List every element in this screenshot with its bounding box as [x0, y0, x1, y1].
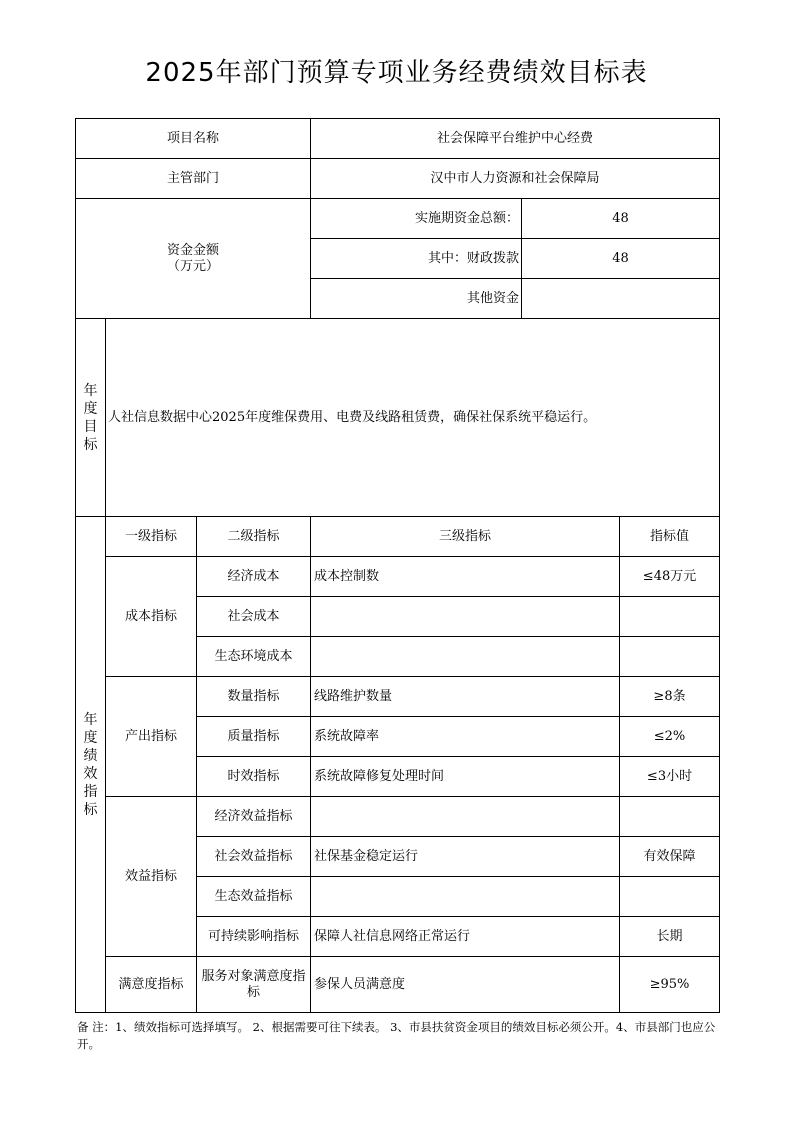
- value-cell: [620, 637, 720, 677]
- funds-total-label: 实施期资金总额：: [311, 199, 522, 239]
- funds-fiscal-value: 48: [522, 239, 720, 279]
- funds-total-value: 48: [522, 199, 720, 239]
- level2-cell: 数量指标: [197, 677, 311, 717]
- level3-cell: [311, 597, 620, 637]
- indicators-label: 年度绩效指标: [83, 711, 98, 818]
- level3-cell: 社保基金稳定运行: [311, 837, 620, 877]
- level2-cell: 经济成本: [197, 557, 311, 597]
- department-value: 汉中市人力资源和社会保障局: [311, 159, 720, 199]
- value-cell: ≤48万元: [620, 557, 720, 597]
- level3-cell: [311, 797, 620, 837]
- page-title: 2025年部门预算专项业务经费绩效目标表: [145, 58, 648, 88]
- funds-unit: （万元）: [166, 258, 219, 274]
- level2-cell: 质量指标: [197, 717, 311, 757]
- funds-total-row: [76, 199, 720, 239]
- level3-cell: [311, 877, 620, 917]
- level3-cell: 参保人员满意度: [311, 957, 620, 1013]
- department-label: 主管部门: [76, 159, 311, 199]
- header-value: 指标值: [620, 517, 720, 557]
- level3-cell: 线路维护数量: [311, 677, 620, 717]
- funds-other-label: 其他资金: [311, 279, 522, 319]
- level2-cell: 生态环境成本: [197, 637, 311, 677]
- level3-cell: [311, 637, 620, 677]
- value-cell: [620, 597, 720, 637]
- level3-cell: 保障人社信息网络正常运行: [311, 917, 620, 957]
- table-row: [76, 677, 720, 717]
- value-cell: ≥8条: [620, 677, 720, 717]
- header-level2: 二级指标: [197, 517, 311, 557]
- project-name-value: 社会保障平台维护中心经费: [311, 119, 720, 159]
- performance-table: [75, 118, 720, 1013]
- level2-cell: 可持续影响指标: [197, 917, 311, 957]
- project-name-row: [76, 119, 720, 159]
- funds-other-value: [522, 279, 720, 319]
- output-indicator-label: 产出指标: [106, 677, 197, 797]
- funds-fiscal-label: 其中：财政拨款: [311, 239, 522, 279]
- department-row: [76, 159, 720, 199]
- level2-cell: 社会成本: [197, 597, 311, 637]
- level3-cell: 系统故障率: [311, 717, 620, 757]
- benefit-indicator-label: 效益指标: [106, 797, 197, 957]
- value-cell: [620, 797, 720, 837]
- indicators-label-cell: [76, 517, 106, 1013]
- project-name-label: 项目名称: [76, 119, 311, 159]
- funds-label: 资金金额: [166, 242, 219, 258]
- value-cell: [620, 877, 720, 917]
- level2-cell: 时效指标: [197, 757, 311, 797]
- annual-goal-label-cell: [76, 319, 106, 517]
- level2-cell: 服务对象满意度指标: [197, 957, 311, 1013]
- annual-goal-label: 年度目标: [83, 382, 98, 453]
- level2-cell: 经济效益指标: [197, 797, 311, 837]
- annual-goal-row: [76, 319, 720, 517]
- funds-label-cell: [76, 199, 311, 319]
- header-level1: 一级指标: [106, 517, 197, 557]
- footnote: 备 注：1、绩效指标可选择填写。 2、根据需要可往下续表。 3、市县扶贫资金项目的绩效目标必须公开。4、市县部门也应公开。: [77, 1020, 716, 1051]
- header-level3: 三级指标: [311, 517, 620, 557]
- table-row: [76, 957, 720, 1013]
- value-cell: 有效保障: [620, 837, 720, 877]
- value-cell: ≤3小时: [620, 757, 720, 797]
- level2-cell: 生态效益指标: [197, 877, 311, 917]
- value-cell: ≥95%: [620, 957, 720, 1013]
- satisfaction-indicator-label: 满意度指标: [106, 957, 197, 1013]
- level3-cell: 系统故障修复处理时间: [311, 757, 620, 797]
- level3-cell: 成本控制数: [311, 557, 620, 597]
- value-cell: ≤2%: [620, 717, 720, 757]
- annual-goal-text: 人社信息数据中心2025年度维保费用、电费及线路租赁费，确保社保系统平稳运行。: [106, 319, 720, 517]
- cost-indicator-label: 成本指标: [106, 557, 197, 677]
- table-row: [76, 797, 720, 837]
- table-row: [76, 557, 720, 597]
- indicator-header-row: [76, 517, 720, 557]
- value-cell: 长期: [620, 917, 720, 957]
- level2-cell: 社会效益指标: [197, 837, 311, 877]
